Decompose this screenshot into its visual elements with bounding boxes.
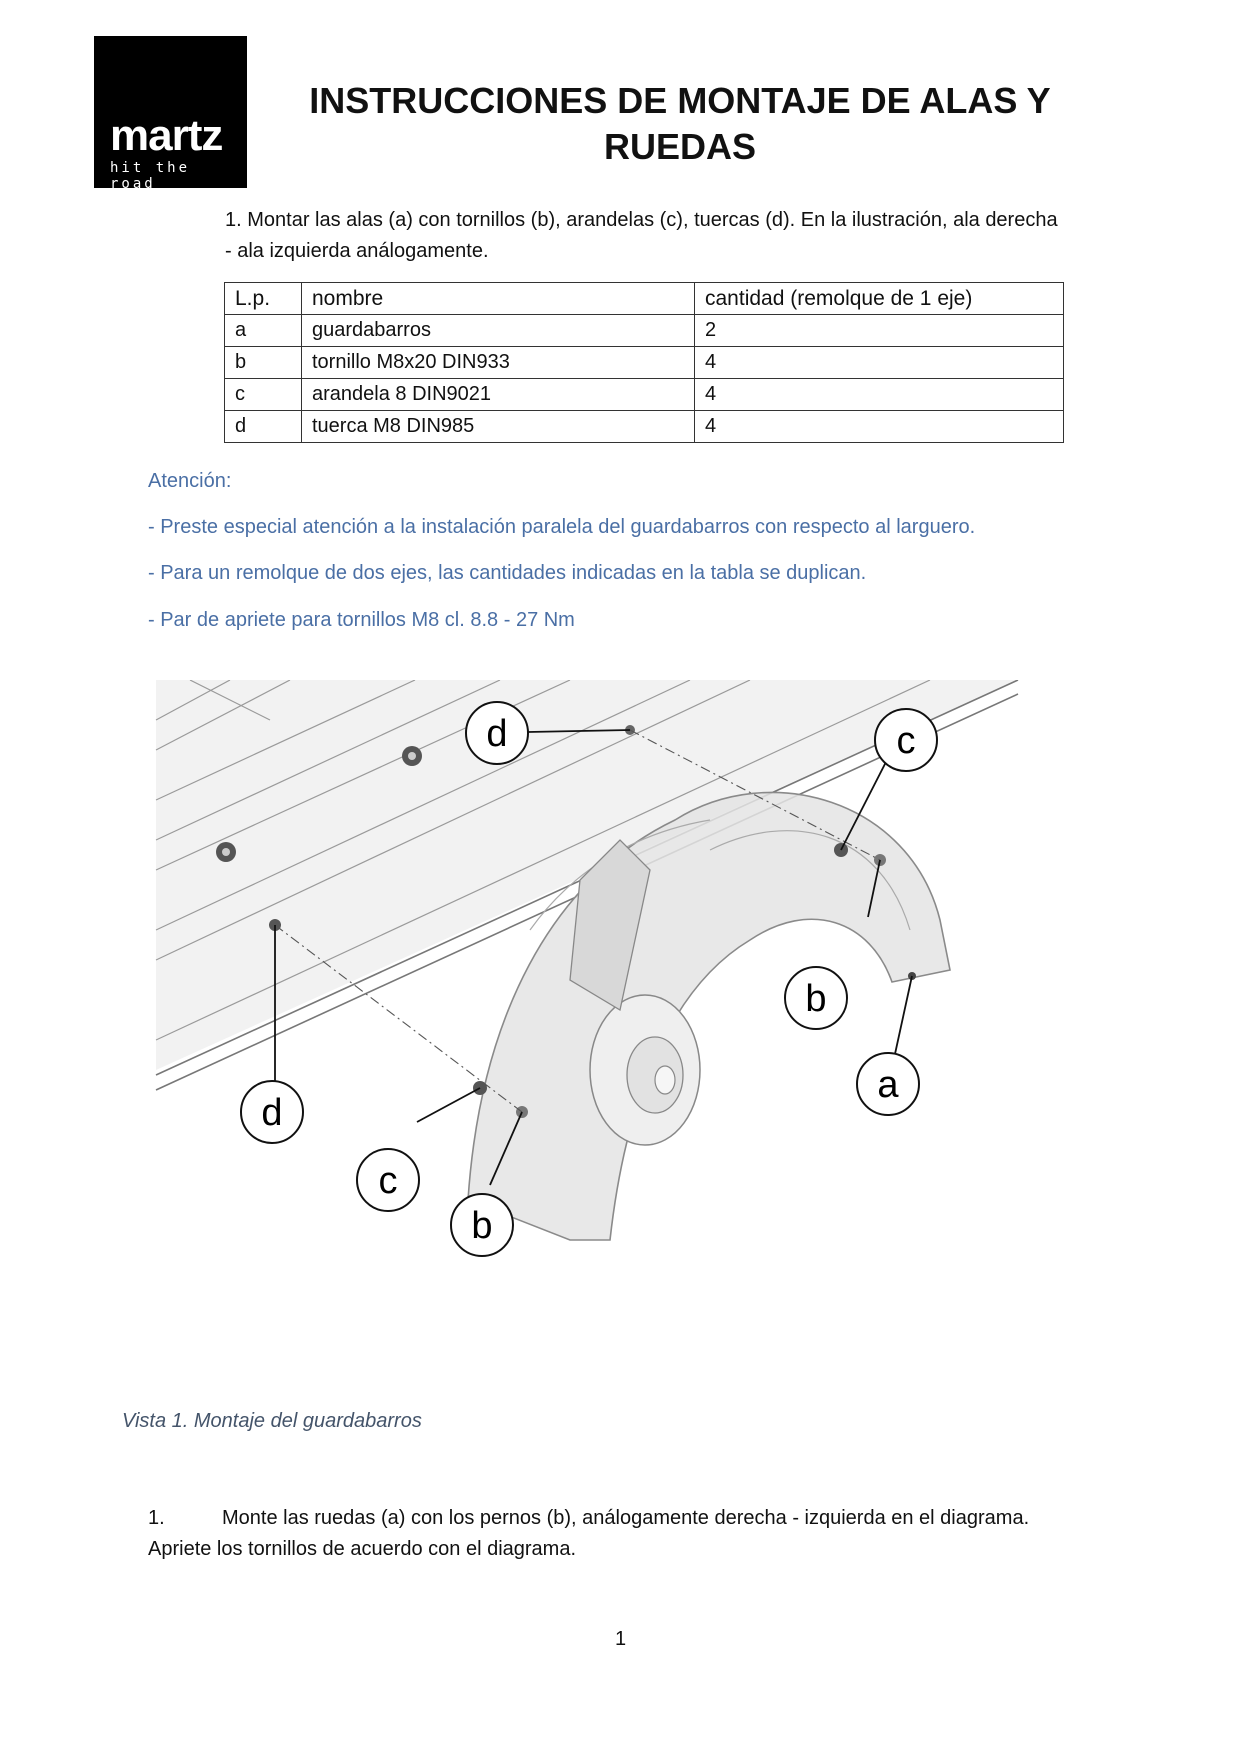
callout-b-right	[785, 967, 847, 1029]
svg-text:b: b	[471, 1205, 493, 1247]
table-row	[225, 379, 1064, 411]
title-line-1: INSTRUCCIONES DE MONTAJE DE ALAS Y	[309, 80, 1051, 121]
table-header-row	[225, 283, 1064, 315]
table-row	[225, 347, 1064, 379]
table-row	[225, 411, 1064, 443]
step-1-line-2: - ala izquierda análogamente.	[225, 240, 489, 262]
cell-lp: d	[225, 411, 302, 443]
fender-assembly-drawing	[150, 680, 1070, 1340]
svg-text:d: d	[261, 1092, 283, 1134]
cell-lp: b	[225, 347, 302, 379]
cell-cantidad: 4	[695, 347, 1064, 379]
page-title	[250, 78, 1110, 170]
step-2-line-2: Apriete los tornillos de acuerdo con el diagrama.	[148, 1538, 577, 1560]
callout-a	[857, 1053, 919, 1115]
svg-text:c: c	[896, 720, 916, 762]
step-1-text	[225, 205, 1125, 267]
cell-nombre: arandela 8 DIN9021	[302, 379, 695, 411]
step-2-line-1-text: Monte las ruedas (a) con los pernos (b), análogamente derecha - izquierda en el diagrama.	[222, 1507, 1030, 1529]
callout-b-left	[451, 1194, 513, 1256]
cell-nombre: tuerca M8 DIN985	[302, 411, 695, 443]
cell-nombre: tornillo M8x20 DIN933	[302, 347, 695, 379]
cell-lp: a	[225, 315, 302, 347]
callout-c-right	[875, 709, 937, 771]
callout-d-top	[466, 702, 528, 764]
parts-table	[224, 282, 1064, 443]
svg-text:b: b	[805, 978, 827, 1020]
svg-text:c: c	[378, 1160, 398, 1202]
step-2-line-1	[148, 1503, 1128, 1534]
attention-item-torque: - Par de apriete para tornillos M8 cl. 8.8 - 27 Nm	[148, 609, 575, 631]
callout-c-left	[357, 1149, 419, 1211]
callout-d-left	[241, 1081, 303, 1143]
cell-lp: c	[225, 379, 302, 411]
fender-assembly-figure	[150, 680, 1070, 1340]
attention-item-two-axles: - Para un remolque de dos ejes, las cantidades indicadas en la tabla se duplican.	[148, 562, 867, 584]
cell-cantidad: 2	[695, 315, 1064, 347]
header-nombre: nombre	[302, 283, 695, 315]
attention-item-parallel: - Preste especial atención a la instalación paralela del guardabarros con respecto al larguero.	[148, 516, 976, 538]
logo-tagline: hit the road	[110, 160, 191, 192]
attention-heading: Atención:	[148, 470, 232, 492]
svg-text:d: d	[486, 713, 508, 755]
header-cantidad: cantidad (remolque de 1 eje)	[695, 283, 1064, 315]
martz-logo	[94, 36, 247, 192]
step-2-number: 1.	[148, 1507, 165, 1529]
cell-nombre: guardabarros	[302, 315, 695, 347]
cell-cantidad: 4	[695, 379, 1064, 411]
title-line-2: RUEDAS	[603, 126, 756, 167]
step-2-text	[148, 1503, 1128, 1565]
header-lp: L.p.	[225, 283, 302, 315]
cell-cantidad: 4	[695, 411, 1064, 443]
figure-caption: Vista 1. Montaje del guardabarros	[122, 1410, 422, 1432]
svg-text:a: a	[877, 1064, 899, 1106]
table-row	[225, 315, 1064, 347]
page-number: 1	[614, 1628, 627, 1650]
logo-brand: martz	[110, 111, 223, 160]
step-1-line-1: 1. Montar las alas (a) con tornillos (b), arandelas (c), tuercas (d). En la ilustración, ala derecha	[225, 209, 1058, 231]
